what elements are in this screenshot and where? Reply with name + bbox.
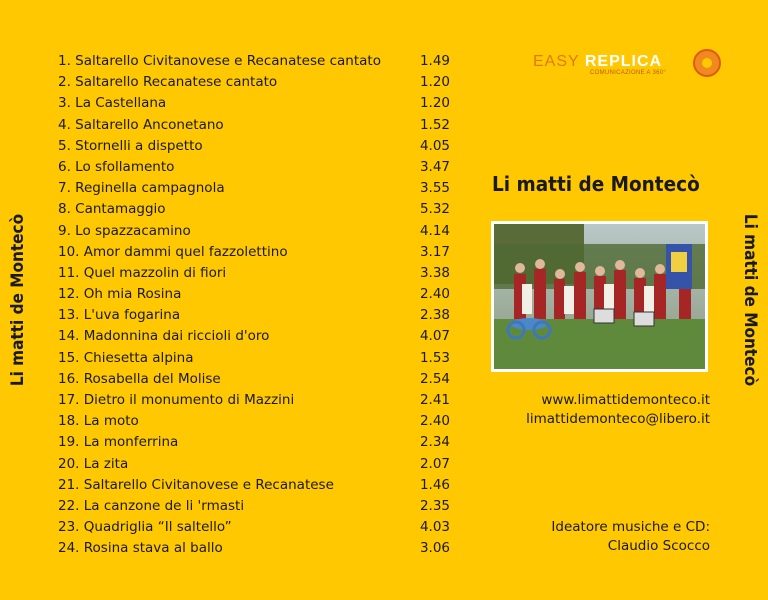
track-title: 14. Madonnina dai riccioli d'oro [58,328,270,345]
track-item [58,496,450,517]
track-duration: 4.14 [419,222,450,239]
track-item [58,284,450,305]
contact-info [526,391,710,429]
track-item [58,178,450,199]
logo-brand: EASY REPLICA [533,53,663,70]
track-duration: 3.55 [419,180,450,197]
track-item [58,475,450,496]
track-duration: 1.53 [419,349,450,366]
track-title: 11. Quel mazzolin di fiori [58,264,227,281]
track-duration: 3.06 [419,540,450,557]
track-item [58,157,450,178]
track-item [58,454,450,475]
track-duration: 1.52 [419,116,450,133]
track-item [58,221,450,242]
spine-title-left: Li matti de Montecò [8,213,28,387]
track-duration: 3.38 [419,264,450,281]
track-item [58,432,450,453]
track-title: 7. Reginella campagnola [58,180,225,197]
logo-tagline: COMUNICAZIONE A 360° [590,70,667,76]
track-title: 13. L'uva fogarina [58,307,181,324]
track-title: 9. Lo spazzacamino [58,222,191,239]
track-title: 4. Saltarello Anconetano [58,116,224,133]
track-item [58,72,450,93]
track-duration: 1.49 [419,53,450,69]
album-title: Li matti de Montecò [492,172,700,196]
credits-role: Ideatore musiche e CD: [551,519,710,535]
track-duration: 1.46 [419,476,450,493]
track-title: 20. La zita [58,455,129,472]
track-duration: 2.34 [419,434,450,451]
track-title: 16. Rosabella del Molise [58,370,221,387]
track-title: 10. Amor dammi quel fazzolettino [58,243,288,260]
track-item [58,242,450,263]
track-title: 6. Lo sfollamento [58,158,175,175]
track-duration: 3.47 [419,158,450,175]
track-title: 12. Oh mia Rosina [58,286,182,303]
track-title: 5. Stornelli a dispetto [58,137,203,154]
track-item [58,93,450,114]
track-duration: 1.20 [419,74,450,91]
email-link[interactable]: limattidemonteco@libero.it [526,411,710,427]
track-duration: 3.17 [419,243,450,260]
logo-mark-icon [693,49,721,77]
track-duration: 2.35 [419,497,450,514]
track-item [58,326,450,347]
track-item [58,115,450,136]
track-item [58,263,450,284]
track-title: 23. Quadriglia “Il saltello” [58,519,232,536]
track-item [58,51,450,72]
track-duration: 2.40 [419,413,450,430]
track-duration: 4.03 [419,519,450,536]
track-title: 19. La monferrina [58,434,179,451]
track-item [58,390,450,411]
track-item [58,199,450,220]
track-title: 8. Cantamaggio [58,201,166,218]
track-duration: 2.07 [419,455,450,472]
track-duration: 5.32 [419,201,450,218]
track-title: 3. La Castellana [58,95,167,112]
spine-right [732,0,768,600]
track-title: 24. Rosina stava al ballo [58,540,223,557]
website-link[interactable]: www.limattidemonteco.it [541,392,710,408]
track-item [58,136,450,157]
track-list [58,51,450,560]
track-title: 21. Saltarello Civitanovese e Recanatese [58,476,334,493]
track-duration: 2.40 [419,286,450,303]
track-item [58,538,450,559]
credits [551,518,710,556]
easy-replica-logo [533,49,723,85]
spine-left [0,0,36,600]
track-title: 15. Chiesetta alpina [58,349,194,366]
track-duration: 4.07 [419,328,450,345]
track-item [58,369,450,390]
track-title: 22. La canzone de li 'rmasti [58,497,245,514]
track-item [58,411,450,432]
track-duration: 1.20 [419,95,450,112]
track-item [58,305,450,326]
band-photo-image [494,224,705,369]
track-title: 2. Saltarello Recanatese cantato [58,74,278,91]
track-item [58,348,450,369]
credits-name: Claudio Scocco [607,538,710,554]
track-duration: 2.41 [419,392,450,408]
spine-title-right: Li matti de Montecò [740,213,760,387]
track-title: 1. Saltarello Civitanovese e Recanatese cantato [58,53,381,69]
track-item [58,517,450,538]
track-duration: 2.38 [419,307,450,324]
track-title: 17. Dietro il monumento di Mazzini [58,392,295,408]
track-duration: 2.54 [419,370,450,387]
track-duration: 4.05 [419,137,450,154]
band-photo [491,221,708,372]
track-title: 18. La moto [58,413,139,430]
